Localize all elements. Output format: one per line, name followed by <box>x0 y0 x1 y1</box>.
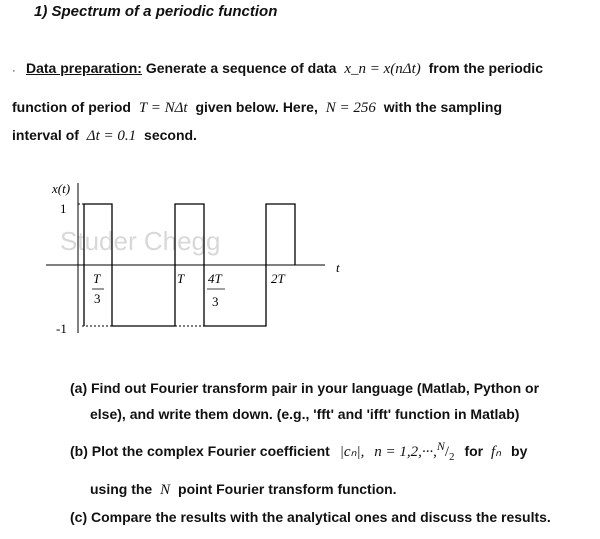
label-t: T <box>177 271 185 286</box>
question-a-line-1: (a) Find out Fourier transform pair in your language (Matlab, Python or <box>70 380 540 396</box>
question-a-line-2: else), and write them down. (e.g., 'fft' and 'ifft' function in Matlab) <box>90 406 520 422</box>
y-axis-label: x(t) <box>52 181 71 196</box>
question-b-math-cn: |cₙ|, <box>339 444 365 460</box>
prep-line3-math: Δt = 0.1 <box>86 128 137 144</box>
prep-line1-math: x_n = x(nΔt) <box>344 61 421 77</box>
label-t-over-3-num: T <box>93 271 101 286</box>
prep-line1-tail: from the periodic <box>428 60 543 76</box>
prep-heading: Data preparation: <box>26 60 142 76</box>
figure-watermark: Studer Chegg <box>60 226 221 256</box>
prep-line2-c: with the sampling <box>383 99 502 115</box>
question-b-line2-math: N <box>160 482 171 498</box>
question-b-text-for: for <box>464 443 484 459</box>
x-axis-label: t <box>336 260 340 275</box>
problem-title: 1) Spectrum of a periodic function <box>34 3 278 20</box>
question-b-text-by: by <box>511 443 528 459</box>
prep-line1-text: Generate a sequence of data <box>145 60 337 76</box>
question-b-line2-b: point Fourier transform function. <box>178 481 397 497</box>
question-b-text-a: (b) Plot the complex Fourier coefficient <box>70 443 330 459</box>
prep-line2-a: function of period <box>12 99 131 115</box>
question-b-frac-num: N <box>436 439 445 453</box>
y-tick-minus-1: -1 <box>56 321 67 336</box>
prep-line3-b: second. <box>144 127 197 143</box>
prep-line2-math2: N = 256 <box>325 100 376 116</box>
label-t-over-3-den: 3 <box>94 291 101 306</box>
question-b-line-1: (b) Plot the complex Fourier coefficient |cₙ|, $n = 1,2,\cdot\cdot\cdot,N/_2$ for fₙ by <box>70 439 528 463</box>
question-c-line-1: (c) Compare the results with the analytical ones and discuss the results. <box>70 509 551 525</box>
question-b-math-fn: fₙ <box>491 444 502 460</box>
label-4t-over-3-num: 4T <box>208 271 222 286</box>
question-b-line-2 <box>90 481 397 499</box>
bullet-mark: · <box>12 65 16 77</box>
prep-line2-b: given below. Here, <box>195 99 318 115</box>
prep-line3-a: interval of <box>12 127 79 143</box>
label-4t-over-3-den: 3 <box>212 294 219 309</box>
question-b-line2-a: using the <box>90 481 153 497</box>
prep-line2-math: T = NΔt <box>138 100 188 116</box>
question-b-math-n: n = 1,2,···, <box>374 444 437 460</box>
question-b-frac-den: 2 <box>449 451 455 463</box>
label-2t: 2T <box>271 271 285 286</box>
y-tick-1: 1 <box>60 201 67 216</box>
